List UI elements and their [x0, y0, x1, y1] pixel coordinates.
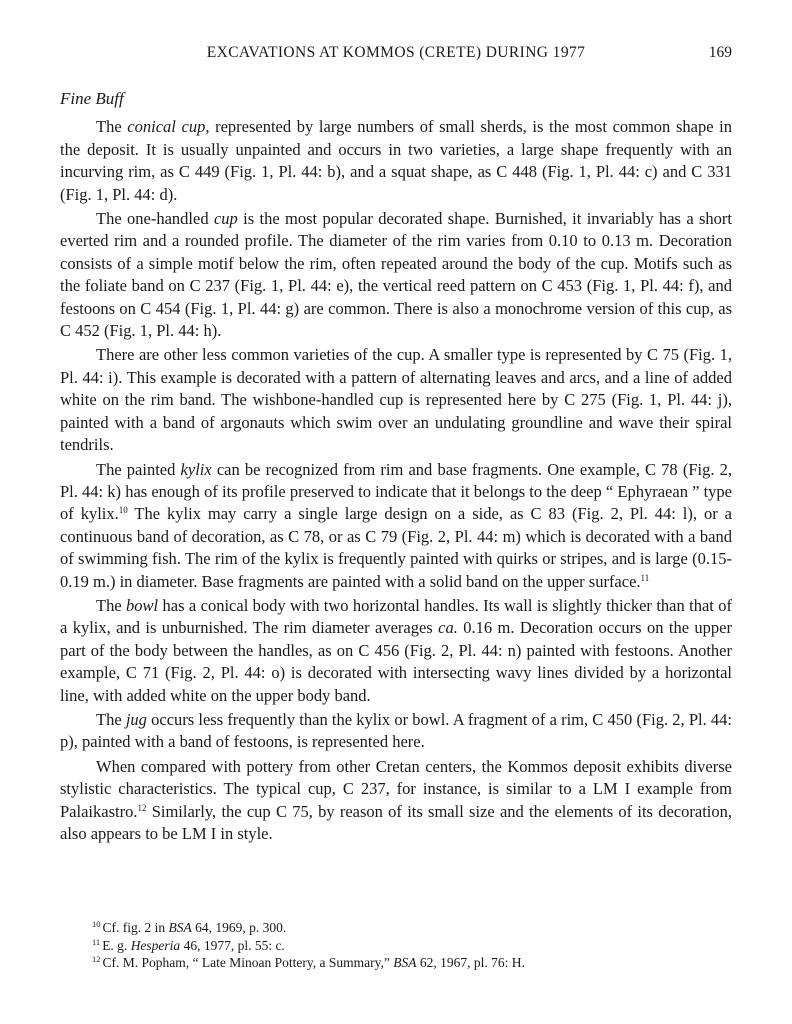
section-heading: Fine Buff: [60, 89, 124, 108]
running-title: EXCAVATIONS AT KOMMOS (CRETE) DURING 1977: [206, 44, 586, 61]
article-body: [60, 88, 732, 845]
page-number: 169: [708, 44, 732, 61]
footnote-10: $^{10}$ Cf. fig. 2 in BSA 64, 1969, p. 300.: [92, 919, 287, 935]
paragraph-bowl: The bowl has a conical body with two horizontal handles. Its wall is slightly thicker than that of a kylix, and is unburnished. The rim diameter averages ca. 0.16 m. Decoration occurs on the upper part of the body between the handles, as on C 456 (Fig. 2, Pl. 44: n) painted with festoons. Another example, C 71 (Fig. 2, Pl. 44: o) is decorated with intersecting wavy lines divided by a horizontal line, with added white on the upper body band.: [60, 595, 732, 705]
paragraph-one-handled-cup: The one-handled cup is the most popular decorated shape. Burnished, it invariably has a short everted rim and a rounded profile. The diameter of the rim varies from 0.10 to 0.13 m. Decoration consists of a simple motif below the rim, often repeated around the body of the cup. Motifs such as the foliate band on C 237 (Fig. 1, Pl. 44: e), the vertical reed pattern on C 453 (Fig. 1, Pl. 44: f), and festoons on C 454 (Fig. 1, Pl. 44: g) are common. There is also a monochrome version of this cup, as C 452 (Fig. 1, Pl. 44: h).: [60, 209, 733, 341]
paragraph-comparison: When compared with pottery from other Cretan centers, the Kommos deposit exhibits diverse stylistic characteristics. The typical cup, C 237, for instance, is similar to a LM I example from Palaikastro.$^{12}$ Similarly, the cup C 75, by reason of its small size and the elements of its decoration, also appears to be LM I in style.: [60, 756, 732, 843]
running-header: [60, 44, 732, 68]
footnote-ref-10[interactable]: 10: [118, 505, 128, 516]
paragraph-cup-varieties: There are other less common varieties of the cup. A smaller type is represented by C 75 (Fig. 1, Pl. 44: i). This example is decorated with a pattern of alternating leaves and arcs, and a line of added white on the rim band. The wishbone-handled cup is represented here by C 275 (Fig. 1, Pl. 44: j), painted with a band of argonauts which swim over an undulating groundline and wave their spiral tendrils.: [60, 345, 732, 455]
footnotes: [92, 919, 732, 972]
footnote-11: $^{11}$ E. g. Hesperia 46, 1977, pl. 55: c.: [92, 936, 285, 953]
footnote-12: $^{12}$ Cf. M. Popham, “ Late Minoan Pottery, a Summary,” BSA 62, 1967, pl. 76: H.: [92, 954, 525, 970]
footnote-ref-12[interactable]: 12: [137, 802, 147, 813]
paragraph-conical-cup: The conical cup, represented by large numbers of small sherds, is the most common shape in the deposit. It is usually unpainted and occurs in two varieties, a large shape frequently with an incurving rim, as C 449 (Fig. 1, Pl. 44: b), and a squat shape, as C 448 (Fig. 1, Pl. 44: c) and C 331 (Fig. 1, Pl. 44: d).: [60, 117, 732, 204]
paragraph-kylix: The painted kylix can be recognized from rim and base fragments. One example, C 78 (Fig. 2, Pl. 44: k) has enough of its profile preserved to indicate that it belongs to the deep “ Ephyraean ” type of kylix.$^{10}$ The kylix may carry a single large design on a side, as C 83 (Fig. 2, Pl. 44: l), or a continuous band of decoration, as C 78, or as C 79 (Fig. 2, Pl. 44: m) which is decorated with a band of swimming fish. The rim of the kylix is frequently painted with quirks or stripes, and is large (0.15-0.19 m.) in diameter. Base fragments are painted with a solid band on the upper surface.$^{11}$: [60, 459, 733, 591]
footnote-ref-11[interactable]: 11: [640, 572, 650, 583]
paragraph-jug: The jug occurs less frequently than the kylix or bowl. A fragment of a rim, C 450 (Fig. 2, Pl. 44: p), painted with a band of festoons, is represented here.: [60, 709, 732, 752]
